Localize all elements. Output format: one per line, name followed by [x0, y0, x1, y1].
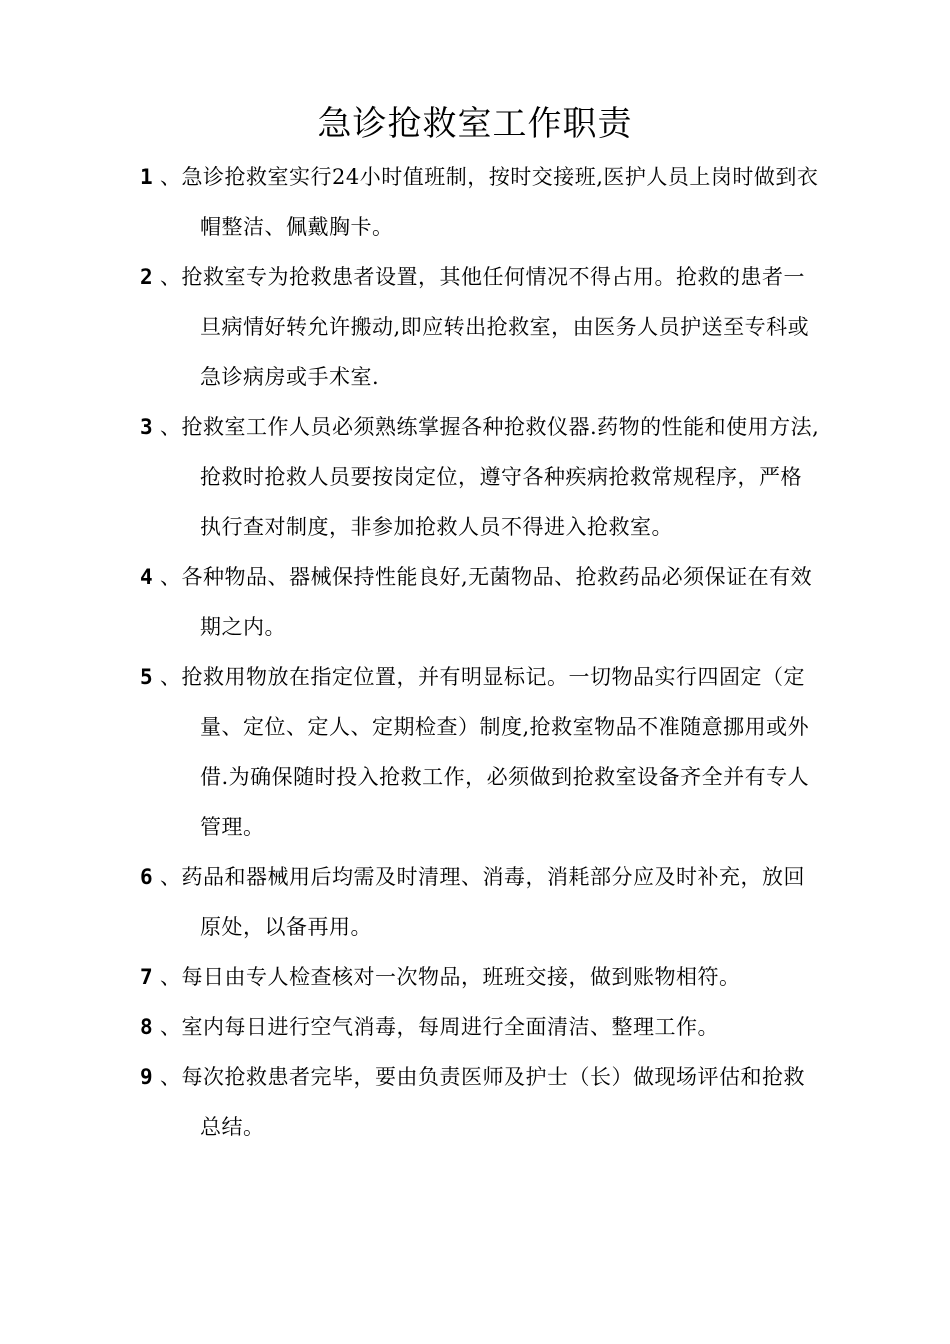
item-number: 8 [140, 1015, 154, 1039]
item-text: 药品和器械用后均需及时清理、消毒，消耗部分应及时补充，放回原处，以备再用。 [181, 865, 805, 939]
list-item [140, 552, 820, 652]
item-text: 每日由专人检查核对一次物品，班班交接，做到账物相符。 [181, 965, 741, 989]
item-separator: 、 [160, 965, 182, 989]
item-separator: 、 [160, 1065, 182, 1089]
item-text: 室内每日进行空气消毒，每周进行全面清洁、整理工作。 [181, 1015, 719, 1039]
item-separator: 、 [160, 865, 182, 889]
list-item [140, 152, 820, 252]
item-number: 2 [140, 265, 154, 289]
item-number: 4 [140, 565, 154, 589]
duty-list [140, 152, 820, 1152]
item-text: 抢救室专为抢救患者设置，其他任何情况不得占用。抢救的患者一旦病情好转允许搬动,即应转出抢救室，由医务人员护送至专科或急诊病房或手术室. [181, 265, 810, 389]
item-separator: 、 [160, 165, 182, 189]
item-separator: 、 [160, 665, 182, 689]
item-text: 抢救用物放在指定位置，并有明显标记。一切物品实行四固定（定量、定位、定人、定期检查）制度,抢救室物品不准随意挪用或外借.为确保随时投入抢救工作，必须做到抢救室设备齐全并有专人管理。 [181, 665, 810, 839]
item-separator: 、 [160, 1015, 182, 1039]
item-separator: 、 [160, 565, 182, 589]
list-item [140, 652, 820, 852]
item-text: 抢救室工作人员必须熟练掌握各种抢救仪器.药物的性能和使用方法,抢救时抢救人员要按岗定位，遵守各种疾病抢救常规程序，严格执行查对制度，非参加抢救人员不得进入抢救室。 [181, 415, 820, 539]
list-item [140, 402, 820, 552]
item-text: 急诊抢救室实行24小时值班制，按时交接班,医护人员上岗时做到衣帽整洁、佩戴胸卡。 [181, 165, 819, 239]
item-separator: 、 [160, 415, 182, 439]
list-item [140, 1052, 820, 1152]
item-number: 6 [140, 865, 154, 889]
item-number: 5 [140, 665, 154, 689]
list-item [140, 252, 820, 402]
list-item [140, 1002, 820, 1052]
item-number: 9 [140, 1065, 154, 1089]
item-number: 1 [140, 165, 154, 189]
item-number: 3 [140, 415, 154, 439]
list-item [140, 852, 820, 952]
list-item [140, 952, 820, 1002]
item-number: 7 [140, 965, 154, 989]
item-text: 各种物品、器械保持性能良好,无菌物品、抢救药品必须保证在有效期之内。 [181, 565, 813, 639]
item-text: 每次抢救患者完毕，要由负责医师及护士（长）做现场评估和抢救总结。 [181, 1065, 805, 1139]
item-separator: 、 [160, 265, 182, 289]
document-title: 急诊抢救室工作职责 [317, 104, 633, 144]
